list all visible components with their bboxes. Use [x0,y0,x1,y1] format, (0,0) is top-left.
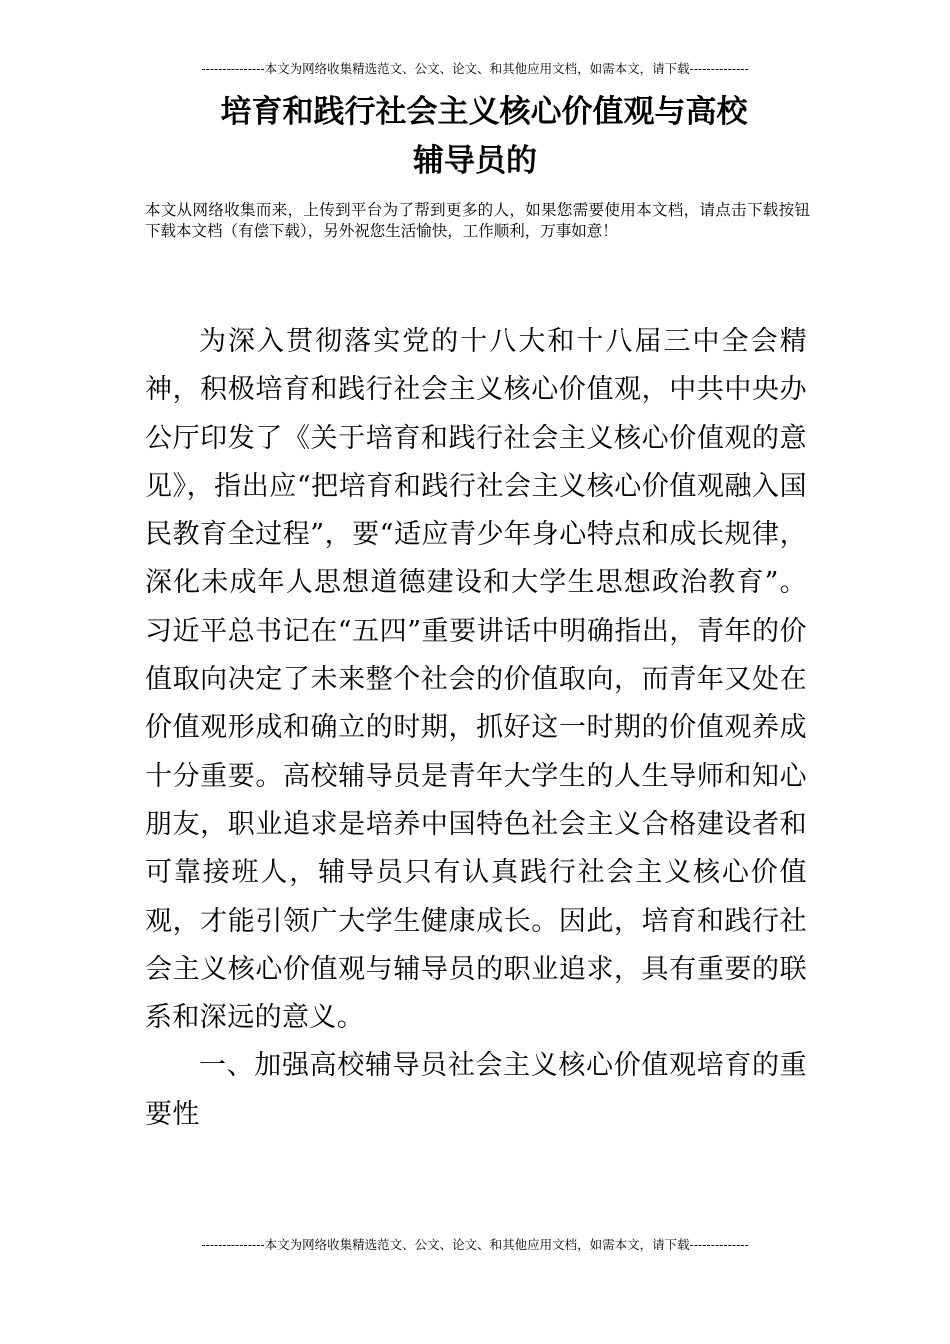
document-title-line-2: 辅导员的 [413,143,537,179]
document-title-line-1: 培育和践行社会主义核心价值观与高校 [220,94,748,130]
section-heading-1: 一、加强高校辅导员社会主义核心价值观培育的重要性 [145,1050,807,1130]
header-note: ---------------本文为网络收集精选范文、公文、论文、和其他应用文档，如需本文，请下载-------------- [201,61,749,76]
footer-note: ---------------本文为网络收集精选范文、公文、论文、和其他应用文档，如需本文，请下载-------------- [201,1237,749,1252]
document-body [145,318,807,1139]
body-paragraph-1: 为深入贯彻落实党的十八大和十八届三中全会精神，积极培育和践行社会主义核心价值观，中共中央办公厅印发了《关于培育和践行社会主义核心价值观的意见》，指出应“把培育和践行社会主义核心价值观融入国民教育全过程”，要“适应青少年身心特点和成长规律，深化未成年人思想道德建设和大学生思想政治教育”。习近平总书记在“五四”重要讲话中明确指出，青年的价值取向决定了未来整个社会的价值取向，而青年又处在价值观形成和确立的时期，抓好这一时期的价值观养成十分重要。高校辅导员是青年大学生的人生导师和知心朋友，职业追求是培养中国特色社会主义合格建设者和可靠接班人，辅导员只有认真践行社会主义核心价值观，才能引领广大学生健康成长。因此，培育和践行社会主义核心价值观与辅导员的职业追求，具有重要的联系和深远的意义。 [145,326,807,1034]
intro-notice: 本文从网络收集而来，上传到平台为了帮到更多的人，如果您需要使用本文档，请点击下载按钮下载本文档（有偿下载），另外祝您生活愉快，工作顺利，万事如意！ [145,201,810,240]
